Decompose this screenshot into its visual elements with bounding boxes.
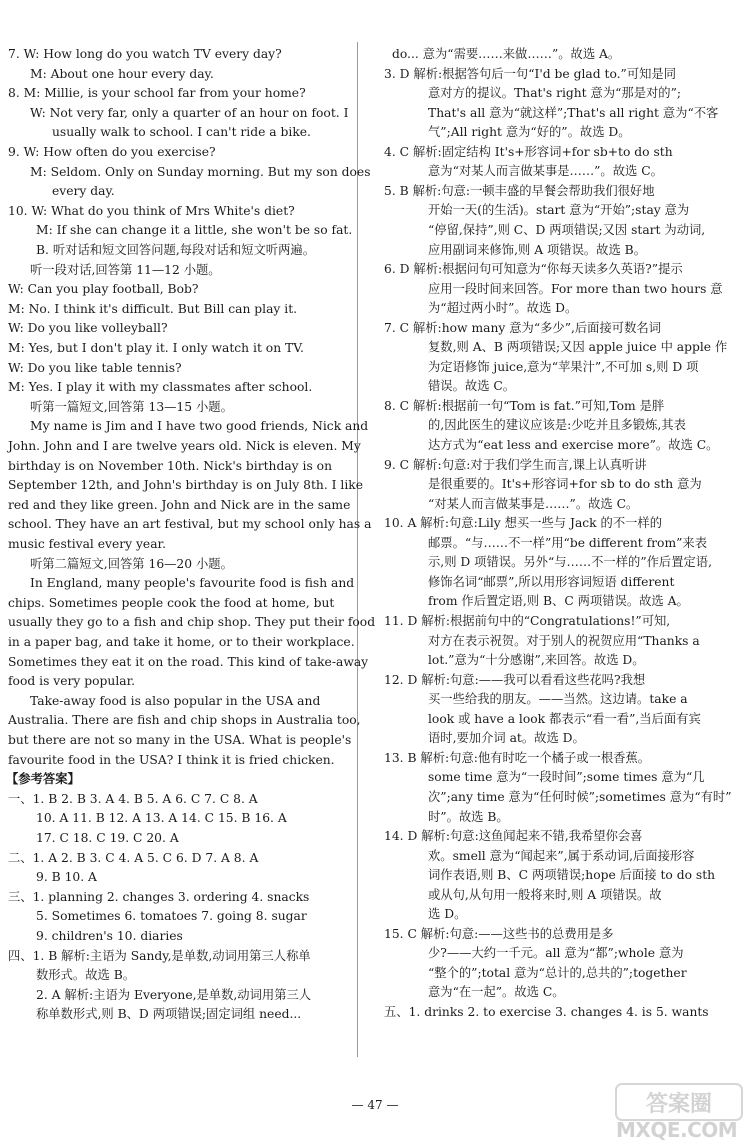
explanation-line: 15. C 解析:句意:——这些书的总费用是多 xyxy=(384,926,614,941)
answer-line: 5. Sometimes 6. tomatoes 7. going 8. sugar xyxy=(36,909,307,924)
answer-line: 二、1. A 2. B 3. C 4. A 5. C 6. D 7. A 8. A xyxy=(8,850,259,865)
answer-line: 一、1. B 2. B 3. A 4. B 5. A 6. C 7. C 8. A xyxy=(8,791,258,806)
explanation-line: some time 意为“一段时间”;some times 意为“几 xyxy=(428,770,705,785)
explanation-line: 是很重要的。It's+形容词+for sb to do sth 意为 xyxy=(428,477,702,492)
explanation-line: 为定语修饰 juice,意为“苹果汁”,不可加 s,则 D 项 xyxy=(428,359,699,374)
explanation-line: 12. D 解析:句意:——我可以看看这些花吗?我想 xyxy=(384,672,646,687)
text-line: school. They have an art festival, but my school only has a xyxy=(8,517,372,532)
explanation-line: 应用副词来修饰,则 A 项错误。故选 B。 xyxy=(428,242,647,257)
page-number: — 47 — xyxy=(351,1098,399,1112)
explanation-line: 次”;any time 意为“任何时候”;sometimes 意为“有时” xyxy=(428,789,732,804)
text-line: John. John and I are twelve years old. Nick is eleven. My xyxy=(8,439,361,453)
text-line: W: Do you like volleyball? xyxy=(8,321,168,336)
explanation-line: 意为“在一起”。故选 C。 xyxy=(428,985,565,1000)
text-line: 听第一篇短文,回答第 13—15 小题。 xyxy=(30,399,233,414)
explanation-line: 达方式为“eat less and exercise more”。故选 C。 xyxy=(428,438,719,452)
explanation-line: 意对方的提议。That's right 意为“那是对的”; xyxy=(428,86,682,101)
text-line: 10. W: What do you think of Mrs White's diet? xyxy=(8,203,295,218)
explanation-line: do... 意为“需要……来做……”。故选 A。 xyxy=(392,47,621,61)
watermark-site: MXQE.COM xyxy=(616,1118,738,1142)
text-line: My name is Jim and I have two good friends, Nick and xyxy=(30,419,369,434)
explanation-line: 错误。故选 C。 xyxy=(428,379,516,394)
answer-line: 9. B 10. A xyxy=(36,870,97,885)
explanation-line: 欢。smell 意为“闻起来”,属于系动词,后面接形容 xyxy=(428,848,695,863)
answer-line: 五、1. drinks 2. to exercise 3. changes 4. is 5. wants xyxy=(384,1005,709,1019)
watermark-text: 答案圈 xyxy=(645,1092,713,1117)
explanation-line: 5. B 解析:句意:一顿丰盛的早餐会帮助我们很好地 xyxy=(384,183,655,198)
answer-line: 2. A 解析:主语为 Everyone,是单数,动词用第三人 xyxy=(36,987,312,1002)
text-line: favourite food in the USA? I think it is fried chicken. xyxy=(8,752,335,767)
text-line: In England, many people's favourite food is fish and xyxy=(30,576,355,591)
explanation-line: 7. C 解析:how many 意为“多少”,后面接可数名词 xyxy=(384,320,661,335)
text-line: 听第二篇短文,回答第 16—20 小题。 xyxy=(30,556,233,571)
explanation-line: That's all 意为“就这样”;That's all right 意为“不客 xyxy=(428,105,719,120)
explanation-line: 买一些给我的朋友。——当然。这边请。take a xyxy=(428,692,688,707)
text-line: M: Yes, but I don't play it. I only watch it on TV. xyxy=(8,341,304,355)
text-line: Take-away food is also popular in the USA and xyxy=(30,693,321,708)
explanation-line: 8. C 解析:根据前一句“Tom is fat.”可知,Tom 是胖 xyxy=(384,398,665,413)
explanation-line: 的,因此医生的建议应该是:少吃并且多锻炼,其表 xyxy=(428,418,686,433)
answer-line: 称单数形式,则 B、D 两项错误;固定词组 need... xyxy=(36,1007,302,1022)
text-line: music festival every year. xyxy=(8,537,166,551)
explanation-line: 语时,要加介词 at。故选 D。 xyxy=(428,731,585,746)
text-line: M: Seldom. Only on Sunday morning. But my son does xyxy=(30,164,371,179)
explanation-line: 时”。故选 B。 xyxy=(428,809,509,824)
text-line: 8. M: Millie, is your school far from your home? xyxy=(8,86,306,101)
answer-line: 四、1. B 解析:主语为 Sandy,是单数,动词用第三人称单 xyxy=(8,948,311,963)
explanation-line: 14. D 解析:句意:这鱼闻起来不错,我希望你会喜 xyxy=(384,829,643,843)
answers-heading: 【参考答案】 xyxy=(6,772,80,787)
explanation-line: 意为“对某人而言做某事是……”。故选 C。 xyxy=(428,164,663,179)
text-line: 7. W: How long do you watch TV every day? xyxy=(8,47,282,61)
answer-line: 数形式。故选 B。 xyxy=(36,968,136,983)
explanation-line: 示,则 D 项错误。另外“与……不一样的”作后置定语, xyxy=(428,555,713,570)
text-line: 听一段对话,回答第 11—12 小题。 xyxy=(30,262,221,277)
explanation-line: from 作后置定语,则 B、C 两项错误。故选 A。 xyxy=(428,594,689,609)
text-line: September 12th, and John's birthday is on July 8th. I like xyxy=(8,478,364,493)
explanation-line: 为“超过两小时”。故选 D。 xyxy=(428,301,578,316)
explanation-line: 选 D。 xyxy=(428,907,467,922)
text-line: M: No. I think it's difficult. But Bill can play it. xyxy=(8,301,298,316)
explanation-line: “停留,保持”,则 C、D 两项错误;又因 start 为动词, xyxy=(428,223,706,237)
explanation-line: 或从句,从句用一般将来时,则 A 项错误。故 xyxy=(428,887,662,902)
text-line: chips. Sometimes people cook the food at home, but xyxy=(8,595,335,610)
text-line: M: Yes. I play it with my classmates after school. xyxy=(8,380,313,395)
explanation-line: 词作表语,则 B、C 两项错误;hope 后面接 to do sth xyxy=(428,868,716,883)
text-line: Australia. There are fish and chip shops in Australia too, xyxy=(8,713,361,728)
explanation-line: 修饰名词“邮票”,所以用形容词短语 different xyxy=(428,574,675,589)
explanation-line: “整个的”;total 意为“总计的,总共的”;together xyxy=(428,965,687,980)
explanation-line: 6. D 解析:根据问句可知意为“你每天读多久英语?”提示 xyxy=(384,262,683,277)
explanation-line: 开始一天(的生活)。start 意为“开始”;stay 意为 xyxy=(428,203,690,218)
text-line: B. 听对话和短文回答问题,每段对话和短文听两遍。 xyxy=(36,243,315,257)
text-line: Sometimes they eat it on the road. This kind of take-away xyxy=(8,654,369,669)
text-line: usually they go to a fish and chip shop. They put their food xyxy=(8,615,376,630)
explanation-line: 应用一段时间来回答。For more than two hours 意 xyxy=(428,281,723,296)
text-line: usually walk to school. I can't ride a bike. xyxy=(52,125,311,140)
explanation-line: look 或 have a look 都表示“看一看”,当后面有宾 xyxy=(428,711,701,726)
answer-line: 10. A 11. B 12. A 13. A 14. C 15. B 16. A xyxy=(36,811,287,826)
text-line: W: Can you play football, Bob? xyxy=(8,282,199,297)
text-line: but there are not so many in the USA. What is people's xyxy=(8,733,352,747)
explanation-line: 邮票。“与……不一样”用“be different from”来表 xyxy=(428,535,708,550)
explanation-line: 13. B 解析:句意:他有时吃一个橘子或一根香蕉。 xyxy=(384,750,651,765)
explanation-line: lot.”意为“十分感谢”,来回答。故选 D。 xyxy=(428,653,645,668)
text-line: W: Do you like table tennis? xyxy=(8,360,182,375)
explanation-line: 少?——大约一千元。all 意为“都”;whole 意为 xyxy=(428,946,684,961)
answer-line: 三、1. planning 2. changes 3. ordering 4. snacks xyxy=(8,889,310,904)
explanation-line: 3. D 解析:根据答句后一句“I'd be glad to.”可知是同 xyxy=(384,66,677,81)
answer-line: 17. C 18. C 19. C 20. A xyxy=(36,831,179,845)
explanation-line: 10. A 解析:句意:Lily 想买一些与 Jack 的不一样的 xyxy=(384,516,663,531)
explanation-line: 对方在表示祝贺。对于别人的祝贺应用“Thanks a xyxy=(428,633,700,648)
text-line: M: If she can change it a little, she won't be so fat. xyxy=(36,223,353,238)
explanation-line: 11. D 解析:根据前句中的“Congratulations!”可知, xyxy=(384,614,671,628)
column-divider xyxy=(357,42,358,1057)
explanation-line: 气”;All right 意为“好的”。故选 D。 xyxy=(428,125,631,140)
text-line: M: About one hour every day. xyxy=(30,66,214,81)
text-line: W: Not very far, only a quarter of an hour on foot. I xyxy=(30,105,349,120)
text-line: birthday is on November 10th. Nick's birthday is on xyxy=(8,458,333,473)
text-line: in a paper bag, and take it home, or to their workplace. xyxy=(8,635,355,649)
text-line: food is very popular. xyxy=(8,674,136,689)
text-line: every day. xyxy=(52,184,115,199)
text-line: red and they like green. John and Nick are in the same xyxy=(8,497,351,512)
answer-line: 9. children's 10. diaries xyxy=(36,929,183,943)
explanation-line: 4. C 解析:固定结构 It's+形容词+for sb+to do sth xyxy=(384,144,673,159)
explanation-line: 9. C 解析:句意:对于我们学生而言,课上认真听讲 xyxy=(384,457,647,472)
explanation-line: 复数,则 A、B 两项错误;又因 apple juice 中 apple 作 xyxy=(428,340,728,355)
explanation-line: “对某人而言做某事是……”。故选 C。 xyxy=(428,496,639,511)
text-line: 9. W: How often do you exercise? xyxy=(8,145,216,159)
